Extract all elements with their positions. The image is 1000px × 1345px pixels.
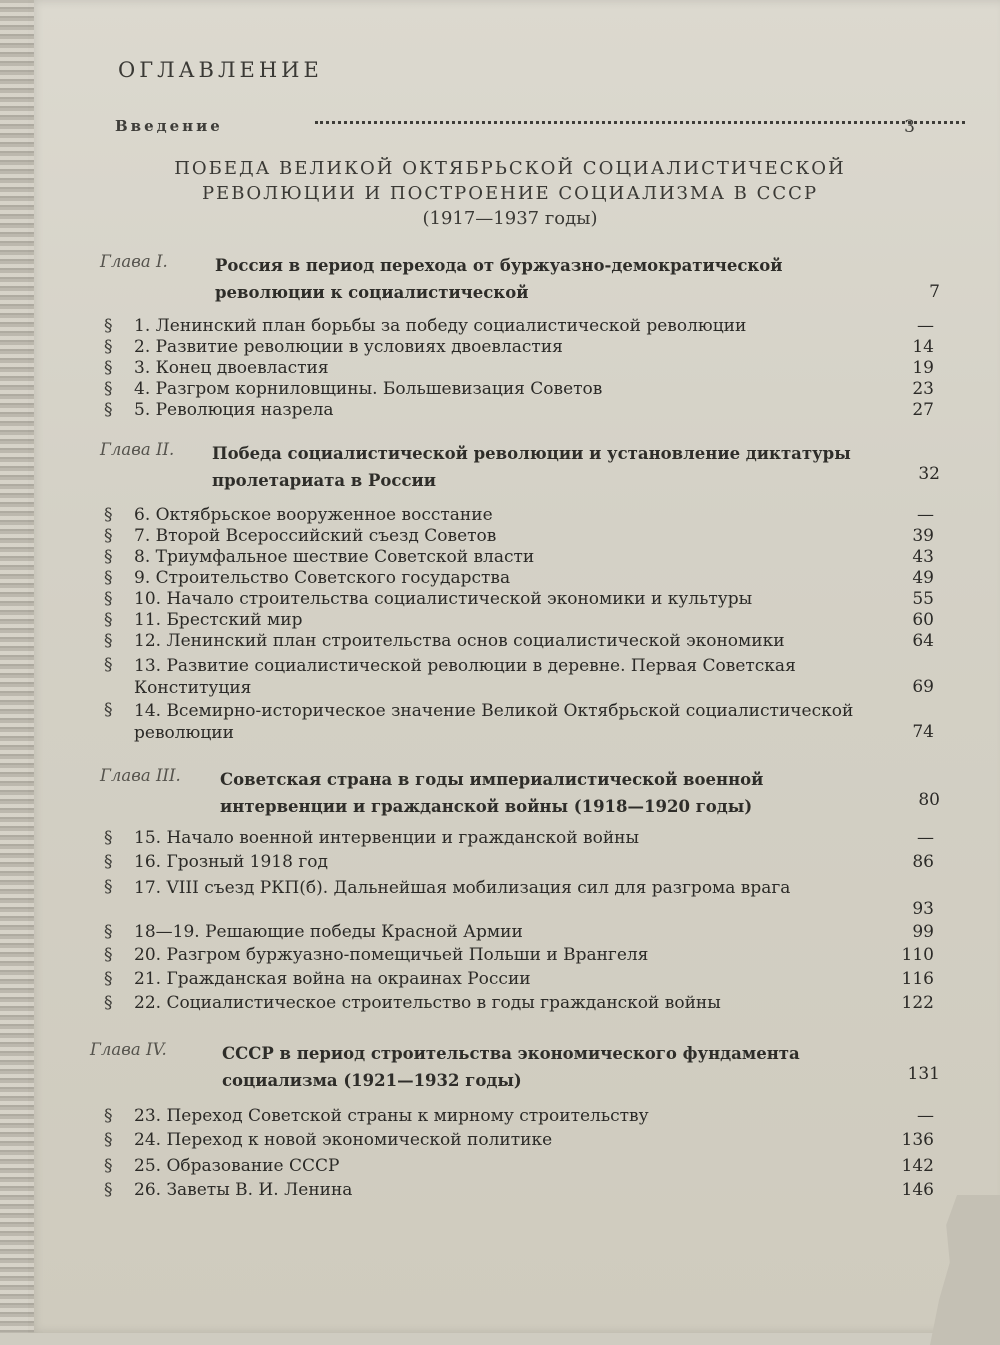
section-sign: §	[104, 922, 113, 942]
section-sign: §	[104, 945, 113, 965]
section-title: 21. Гражданская война на окраинах России	[134, 969, 531, 989]
section-sign: §	[104, 631, 113, 651]
section-sign: §	[104, 655, 113, 675]
section-page-number: 116	[901, 969, 934, 989]
chapter-title: СССР в период строительства экономического фундамента социализма (1921—1932 годы)	[222, 1044, 800, 1090]
toc-section-row	[104, 610, 934, 631]
section-page-number: 27	[912, 400, 934, 420]
chapter-title: Советская страна в годы империалистической военной интервенции и гражданской войны (1918—1920 годы)	[220, 770, 764, 816]
section-page-number: 110	[901, 945, 934, 965]
section-title: 23. Переход Советской страны к мирному строительству	[134, 1106, 649, 1126]
toc-section-row	[104, 505, 934, 526]
section-title: 12. Ленинский план строительства основ социалистической экономики	[134, 631, 785, 651]
section-sign: §	[104, 400, 113, 420]
section-title: 7. Второй Всероссийский съезд Советов	[134, 526, 497, 546]
section-page-number: —	[917, 505, 934, 525]
chapter-title: Победа социалистической революции и установление диктатуры пролетариата в России	[212, 444, 851, 490]
section-sign: §	[104, 993, 113, 1013]
chapter-label: Глава III.	[100, 766, 181, 785]
section-title: 4. Разгром корниловщины. Большевизация Советов	[134, 379, 603, 399]
section-page-number: —	[917, 1106, 934, 1126]
part-title-line-2: РЕВОЛЮЦИИ И ПОСТРОЕНИЕ СОЦИАЛИЗМА В СССР	[201, 183, 819, 204]
section-page-number: 49	[912, 568, 934, 588]
toc-section-row	[104, 700, 934, 742]
chapter-label: Глава I.	[100, 252, 168, 271]
section-sign: §	[104, 316, 113, 336]
chapter-page-number: 32	[918, 464, 940, 484]
toc-section-row	[104, 877, 934, 919]
section-page-number: 69	[912, 677, 934, 697]
section-page-number: 122	[901, 993, 934, 1013]
section-page-number: 93	[912, 899, 934, 919]
section-page-number: 19	[912, 358, 934, 378]
chapter-label: Глава II.	[100, 440, 175, 459]
section-sign: §	[104, 379, 113, 399]
section-title: 20. Разгром буржуазно-помещичьей Польши и Врангеля	[134, 945, 649, 965]
section-page-number: 55	[912, 589, 934, 609]
section-title: 24. Переход к новой экономической политике	[134, 1130, 553, 1150]
chapter-title: Россия в период перехода от буржуазно-демократической революции к социалистической	[215, 256, 783, 302]
toc-section-row	[104, 589, 934, 610]
toc-section-row	[104, 547, 934, 568]
section-sign: §	[104, 1156, 113, 1176]
toc-section-row	[104, 316, 934, 337]
toc-section-row	[104, 1180, 934, 1201]
toc-section-row	[104, 945, 934, 966]
toc-section-row	[104, 358, 934, 379]
page-title: ОГЛАВЛЕНИЕ	[118, 58, 323, 82]
section-page-number: 86	[912, 852, 934, 872]
section-title: 16. Грозный 1918 год	[134, 852, 328, 872]
section-page-number: 146	[901, 1180, 934, 1200]
toc-section-row	[104, 655, 934, 697]
toc-section-row	[104, 379, 934, 400]
section-title: 26. Заветы В. И. Ленина	[134, 1180, 353, 1200]
toc-section-row	[104, 568, 934, 589]
section-sign: §	[104, 1130, 113, 1150]
section-sign: §	[104, 1106, 113, 1126]
section-page-number: 142	[901, 1156, 934, 1176]
section-title: 22. Социалистическое строительство в годы гражданской войны	[134, 993, 721, 1013]
part-title	[150, 156, 870, 231]
toc-section-row	[104, 1130, 934, 1151]
section-title: 15. Начало военной интервенции и гражданской войны	[134, 828, 640, 848]
section-title: 8. Триумфальное шествие Советской власти	[134, 547, 535, 567]
chapter-page-number: 7	[929, 282, 940, 302]
section-sign: §	[104, 852, 113, 872]
section-title: 9. Строительство Советского государства	[134, 568, 511, 588]
section-sign: §	[104, 700, 113, 720]
section-sign: §	[104, 828, 113, 848]
section-sign: §	[104, 505, 113, 525]
chapter-page-number: 80	[918, 790, 940, 810]
section-sign: §	[104, 589, 113, 609]
toc-section-row	[104, 631, 934, 652]
section-page-number: —	[917, 316, 934, 336]
chapter-entry	[100, 766, 940, 822]
section-sign: §	[104, 969, 113, 989]
chapter-entry	[100, 252, 940, 308]
toc-section-row	[104, 969, 934, 990]
dot-leader	[315, 121, 965, 124]
section-title: 13. Развитие социалистической революции в деревне. Первая Советская Конституция	[134, 656, 796, 698]
section-page-number: 64	[912, 631, 934, 651]
section-sign: §	[104, 358, 113, 378]
section-title: 5. Революция назрела	[134, 400, 334, 420]
section-page-number: 14	[912, 337, 934, 357]
section-title: 18—19. Решающие победы Красной Армии	[134, 922, 523, 942]
section-sign: §	[104, 610, 113, 630]
section-title: 11. Брестский мир	[134, 610, 303, 630]
toc-section-row	[104, 526, 934, 547]
section-title: 14. Всемирно-историческое значение Великой Октябрьской социалистической революции	[134, 701, 854, 743]
section-title: 3. Конец двоевластия	[134, 358, 329, 378]
toc-section-row	[104, 337, 934, 358]
section-page-number: 43	[912, 547, 934, 567]
toc-section-row	[104, 922, 934, 943]
section-sign: §	[104, 526, 113, 546]
section-title: 10. Начало строительства социалистической экономики и культуры	[134, 589, 753, 609]
toc-section-row	[104, 993, 934, 1014]
section-title: 17. VIII съезд РКП(б). Дальнейшая мобилизация сил для разгрома врага	[134, 878, 791, 898]
intro-page-number: 3	[904, 117, 915, 137]
section-page-number: 60	[912, 610, 934, 630]
toc-intro-entry	[115, 117, 915, 139]
section-title: 25. Образование СССР	[134, 1156, 340, 1176]
section-page-number: —	[917, 828, 934, 848]
chapter-page-number: 131	[907, 1064, 940, 1084]
section-sign: §	[104, 877, 113, 897]
toc-section-row	[104, 1106, 934, 1127]
section-sign: §	[104, 547, 113, 567]
section-page-number: 39	[912, 526, 934, 546]
intro-label: Введение	[115, 117, 223, 135]
section-sign: §	[104, 1180, 113, 1200]
part-years: (1917—1937 годы)	[422, 208, 598, 229]
chapter-label: Глава IV.	[90, 1040, 167, 1059]
section-sign: §	[104, 337, 113, 357]
toc-section-row	[104, 400, 934, 421]
section-page-number: 99	[912, 922, 934, 942]
section-title: 1. Ленинский план борьбы за победу социалистической революции	[134, 316, 747, 336]
chapter-entry	[100, 440, 940, 496]
section-sign: §	[104, 568, 113, 588]
section-page-number: 136	[901, 1130, 934, 1150]
toc-section-row	[104, 852, 934, 873]
toc-section-row	[104, 828, 934, 849]
page-binding-edge	[0, 0, 34, 1333]
toc-section-row	[104, 1156, 934, 1177]
section-page-number: 74	[912, 722, 934, 742]
part-title-line-1: ПОБЕДА ВЕЛИКОЙ ОКТЯБРЬСКОЙ СОЦИАЛИСТИЧЕСКОЙ	[174, 158, 846, 179]
chapter-entry	[90, 1040, 940, 1096]
section-title: 6. Октябрьское вооруженное восстание	[134, 505, 493, 525]
section-title: 2. Развитие революции в условиях двоевластия	[134, 337, 563, 357]
section-page-number: 23	[912, 379, 934, 399]
